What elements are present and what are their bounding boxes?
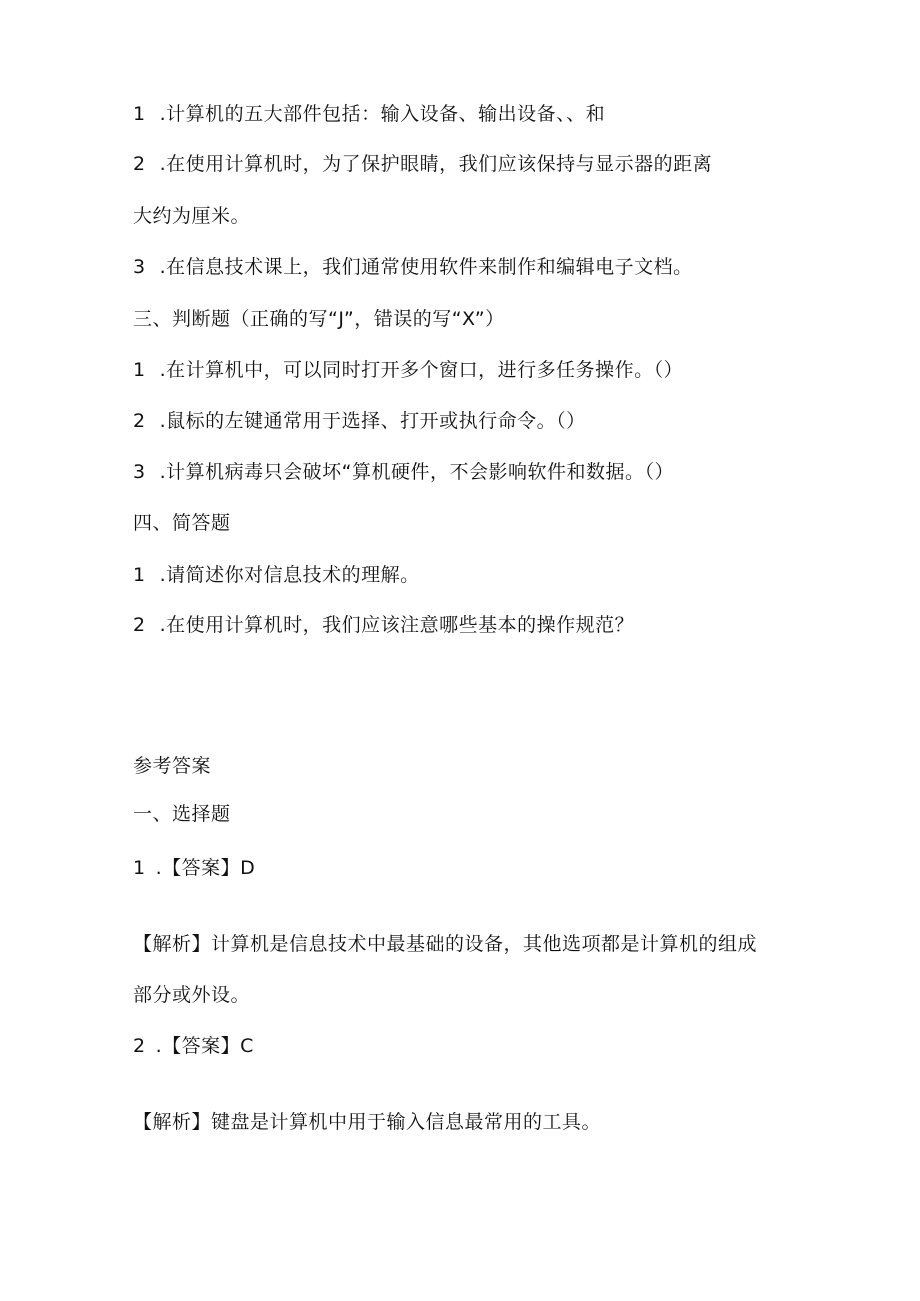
question-number: 3	[133, 256, 146, 278]
answer-2-explanation: 【解析】键盘是计算机中用于输入信息最常用的工具。	[133, 1111, 602, 1133]
answer-text: .【答案】D	[155, 857, 256, 879]
answers-title: 参考答案	[133, 755, 212, 777]
answer-1-explanation: 【解析】计算机是信息技术中最基础的设备，其他选项都是计算机的组成	[133, 933, 758, 955]
question-text: .计算机的五大部件包括：输入设备、输出设备、、和	[159, 103, 606, 125]
answer-1	[133, 856, 255, 880]
fill-blank-question-1	[133, 102, 605, 126]
answer-1-explanation-continued: 部分或外设。	[133, 984, 251, 1006]
question-text: .在计算机中，可以同时打开多个窗口，进行多任务操作。（）	[159, 359, 684, 381]
question-number: 2	[133, 614, 146, 636]
answer-text: .【答案】C	[155, 1035, 254, 1057]
question-number: 1	[133, 103, 146, 125]
question-text: .在信息技术课上，我们通常使用软件来制作和编辑电子文档。	[159, 256, 693, 278]
question-text: .在使用计算机时，我们应该注意哪些基本的操作规范？	[159, 614, 635, 636]
question-text: .请简述你对信息技术的理解。	[159, 564, 420, 586]
question-text: .鼠标的左键通常用于选择、打开或执行命令。（）	[159, 410, 586, 432]
question-number: 1	[133, 359, 146, 381]
question-number: 1	[133, 564, 146, 586]
question-number: 2	[133, 410, 146, 432]
judge-question-1	[133, 358, 683, 382]
question-number: 3	[133, 461, 146, 483]
question-text: .在使用计算机时，为了保护眼睛，我们应该保持与显示器的距离	[159, 153, 713, 175]
judge-question-2	[133, 409, 586, 433]
answer-2	[133, 1034, 254, 1058]
answer-number: 2	[133, 1035, 146, 1057]
question-text: .计算机病毒只会破坏“算机硬件，不会影响软件和数据。（）	[159, 461, 674, 483]
section-heading-short-answer: 四、简答题	[133, 512, 231, 534]
answers-section-heading-choice: 一、选择题	[133, 803, 231, 825]
fill-blank-question-3	[133, 255, 693, 279]
answer-number: 1	[133, 857, 146, 879]
fill-blank-question-2-continued: 大约为厘米。	[133, 205, 251, 227]
fill-blank-question-2	[133, 152, 712, 176]
short-answer-question-2	[133, 613, 634, 637]
section-heading-judge: 三、判断题（正确的写“J”，错误的写“X”）	[133, 308, 505, 330]
question-number: 2	[133, 153, 146, 175]
judge-question-3	[133, 460, 674, 484]
short-answer-question-1	[133, 563, 420, 587]
